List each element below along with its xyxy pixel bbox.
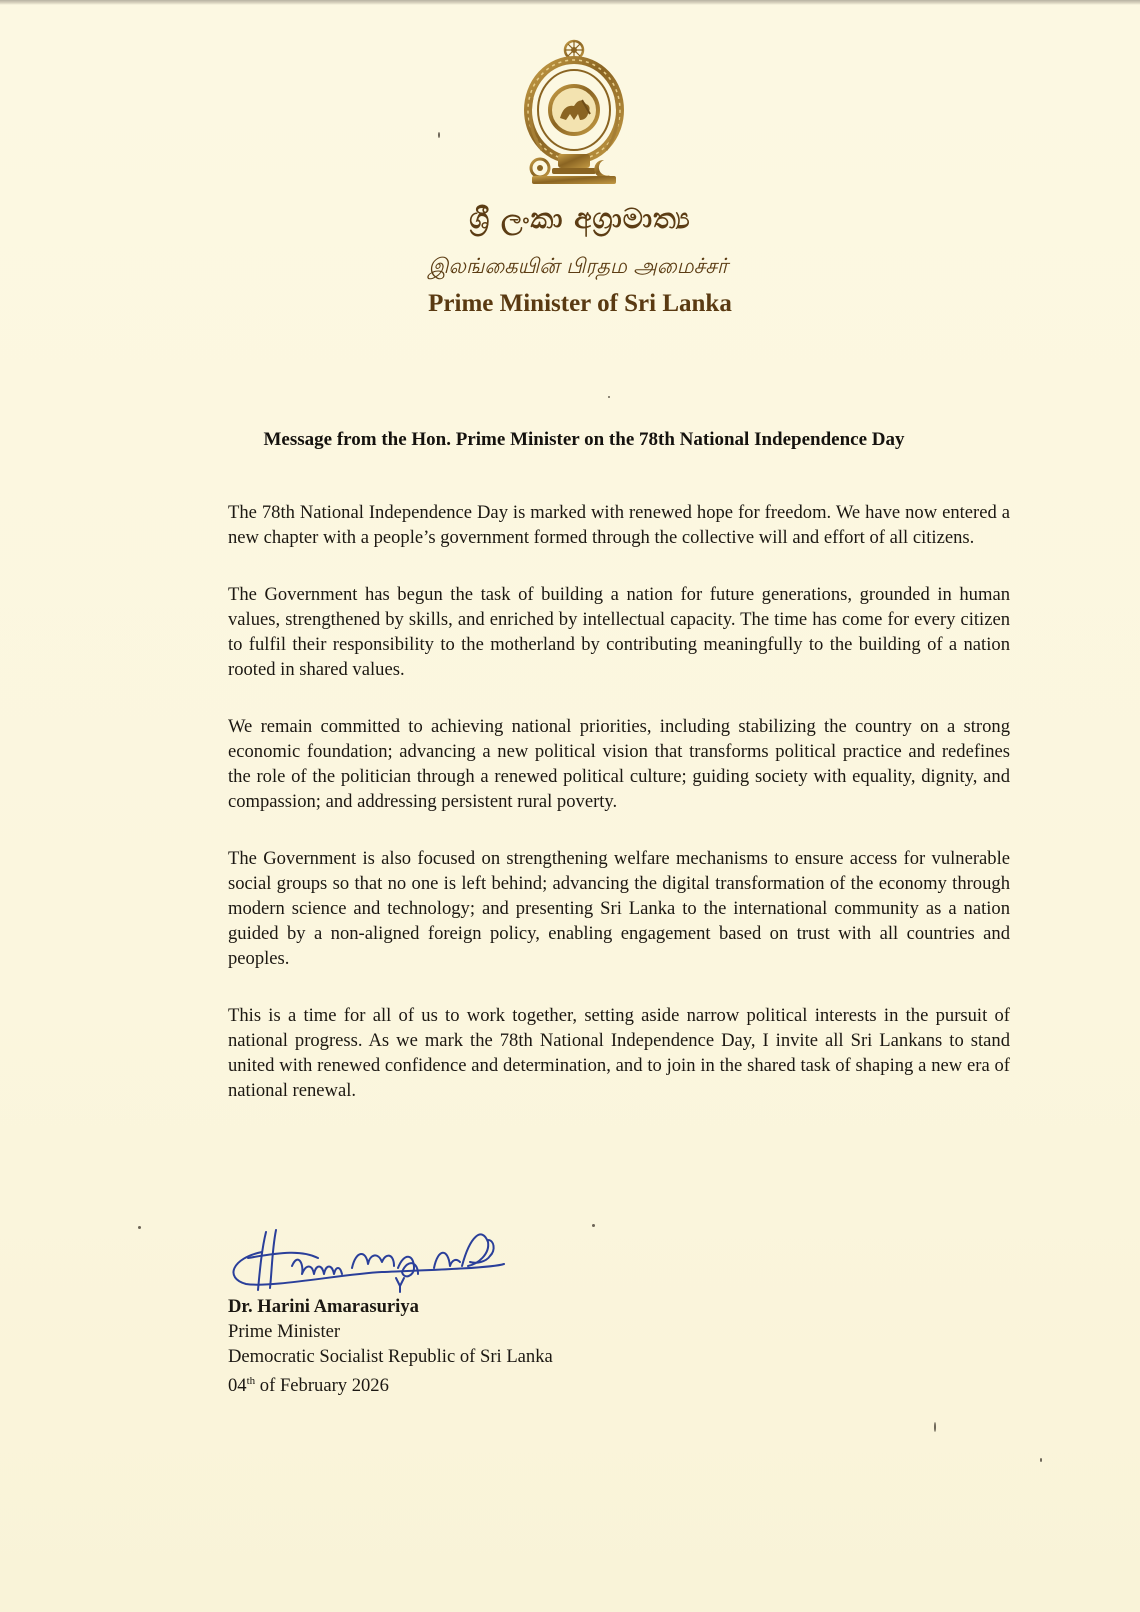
paragraph-4: The Government is also focused on strengthening welfare mechanisms to ensure access for vulnerable social groups so that no one is left behind; advancing the digital transformation of the economy through modern science and technology; and presenting Sri Lanka to the international community as a nation guided by a non-aligned foreign policy, enabling engagement based on trust with all countries and peoples. bbox=[228, 848, 1010, 969]
letterhead-title-sinhala: ශ්‍රී ලංකා අග්‍රාමාත්‍ය bbox=[469, 202, 691, 235]
sri-lanka-national-emblem-icon bbox=[518, 38, 630, 188]
scan-speck bbox=[1040, 1458, 1042, 1462]
scan-speck bbox=[608, 396, 610, 398]
paragraph-2: The Government has begun the task of building a nation for future generations, grounded in human values, strengthened by skills, and enriched by intellectual capacity. The time has come for every citizen to fulfil their responsibility to the motherland by contributing meaningfully to the building of a nation rooted in shared values. bbox=[228, 584, 1010, 680]
letterhead-title-tamil: இலங்கையின் பிரதம அமைச்சர் bbox=[428, 254, 728, 278]
scan-speck bbox=[592, 1224, 595, 1227]
signatory-name: Dr. Harini Amarasuriya bbox=[228, 1296, 419, 1317]
paragraph-5: This is a time for all of us to work together, setting aside narrow political interests in the pursuit of national progress. As we mark the 78th National Independence Day, I invite all Sri Lankans to stand united with renewed confidence and determination, and to join in the shared task of shaping a new era of national renewal. bbox=[228, 1005, 1010, 1101]
scan-speck bbox=[438, 132, 440, 138]
signatory-title: Prime Minister bbox=[228, 1321, 341, 1342]
scan-speck bbox=[934, 1422, 936, 1432]
handwritten-signature-icon bbox=[222, 1228, 522, 1296]
signatory-block bbox=[228, 1294, 553, 1398]
date-day: 04 bbox=[228, 1375, 247, 1397]
message-heading: Message from the Hon. Prime Minister on the 78th National Independence Day bbox=[263, 429, 905, 450]
paragraph-3: We remain committed to achieving national priorities, including stabilizing the country on a strong economic foundation; advancing a new political vision that transforms political practice and redefines the role of the politician through a renewed political culture; guiding society with equality, dignity, and compassion; and addressing persistent rural poverty. bbox=[228, 716, 1010, 812]
date-rest: of February 2026 bbox=[255, 1375, 389, 1397]
scan-edge bbox=[0, 0, 1140, 5]
signatory-country: Democratic Socialist Republic of Sri Lanka bbox=[228, 1346, 553, 1367]
letterhead-title-english: Prime Minister of Sri Lanka bbox=[428, 290, 732, 317]
paragraph-1: The 78th National Independence Day is marked with renewed hope for freedom. We have now entered a new chapter with a people’s government formed through the collective will and effort of all citizens. bbox=[228, 502, 1010, 548]
message-body bbox=[228, 500, 1010, 1135]
letter-date bbox=[228, 1369, 553, 1398]
date-suffix: th bbox=[246, 1375, 256, 1387]
scan-speck bbox=[138, 1226, 141, 1229]
